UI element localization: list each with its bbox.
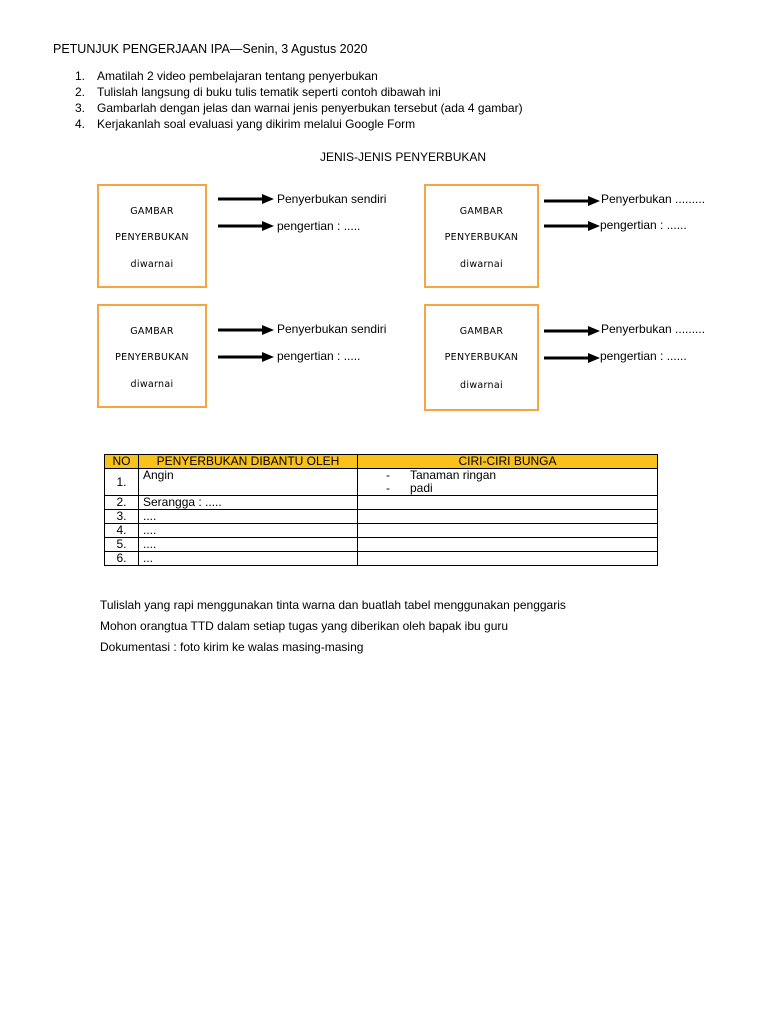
row-number: 6. [105, 552, 139, 566]
list-item: 4. Kerjakanlah soal evaluasi yang dikirim melalui Google Form [75, 117, 416, 131]
definition-label: pengertian : ..... [277, 349, 361, 363]
traits-cell [358, 496, 658, 510]
column-header-traits: CIRI-CIRI BUNGA [358, 455, 658, 469]
note-line: Tulislah yang rapi menggunakan tinta warna dan buatlah tabel menggunakan penggaris [100, 598, 566, 612]
list-item: - Tanaman ringan [386, 468, 497, 482]
row-number: 2. [105, 496, 139, 510]
row-number: 4. [105, 524, 139, 538]
right-arrow-icon [544, 353, 600, 363]
table-row [105, 552, 658, 566]
note-line: Mohon orangtua TTD dalam setiap tugas yang diberikan oleh bapak ibu guru [100, 619, 509, 633]
right-arrow-icon [544, 326, 600, 336]
section-title: JENIS-JENIS PENYERBUKAN [320, 150, 487, 164]
right-arrow-icon [218, 194, 274, 204]
table-header-row [105, 455, 658, 469]
table-row [105, 496, 658, 510]
list-item: 2. Tulislah langsung di buku tulis tematik seperti contoh dibawah ini [75, 85, 441, 99]
list-item: 1. Amatilah 2 video pembelajaran tentang penyerbukan [75, 69, 378, 83]
pollination-type-label: Penyerbukan sendiri [277, 322, 387, 336]
note-line: Dokumentasi : foto kirim ke walas masing-masing [100, 640, 364, 654]
row-number: 1. [105, 469, 139, 496]
page-title: PETUNJUK PENGERJAAN IPA—Senin, 3 Agustus 2020 [53, 42, 368, 56]
row-number: 5. [105, 538, 139, 552]
traits-cell [358, 552, 658, 566]
picture-box: GAMBAR PENYERBUKAN diwarnai [97, 304, 207, 408]
list-item: 3. Gambarlah dengan jelas dan warnai jenis penyerbukan tersebut (ada 4 gambar) [75, 101, 523, 115]
list-item: - padi [386, 481, 433, 495]
traits-cell [358, 510, 658, 524]
row-number: 3. [105, 510, 139, 524]
traits-cell [358, 469, 658, 496]
pollination-type-label: Penyerbukan ......... [601, 322, 706, 336]
helper-cell: .... [139, 538, 358, 552]
definition-label: pengertian : ...... [600, 349, 687, 363]
helper-cell: Serangga : ..... [139, 496, 358, 510]
right-arrow-icon [544, 196, 600, 206]
helper-cell: .... [139, 510, 358, 524]
table-row [105, 524, 658, 538]
helper-cell: Angin [139, 469, 358, 496]
right-arrow-icon [218, 221, 274, 231]
picture-box: GAMBAR PENYERBUKAN diwarnai [424, 184, 539, 288]
table-row [105, 510, 658, 524]
definition-label: pengertian : ...... [600, 218, 687, 232]
right-arrow-icon [544, 221, 600, 231]
pollination-type-label: Penyerbukan ......... [601, 192, 706, 206]
column-header-no: NO [105, 455, 139, 469]
right-arrow-icon [218, 325, 274, 335]
notes [100, 597, 566, 660]
helper-cell: ... [139, 552, 358, 566]
right-arrow-icon [218, 352, 274, 362]
definition-label: pengertian : ..... [277, 219, 361, 233]
column-header-helper: PENYERBUKAN DIBANTU OLEH [139, 455, 358, 469]
pollination-table [104, 454, 658, 566]
picture-box: GAMBAR PENYERBUKAN diwarnai [97, 184, 207, 288]
traits-cell [358, 524, 658, 538]
helper-cell: .... [139, 524, 358, 538]
table-row [105, 538, 658, 552]
traits-cell [358, 538, 658, 552]
table-row [105, 469, 658, 496]
picture-box: GAMBAR PENYERBUKAN diwarnai [424, 304, 539, 411]
pollination-type-label: Penyerbukan sendiri [277, 192, 387, 206]
instruction-list [75, 68, 523, 132]
